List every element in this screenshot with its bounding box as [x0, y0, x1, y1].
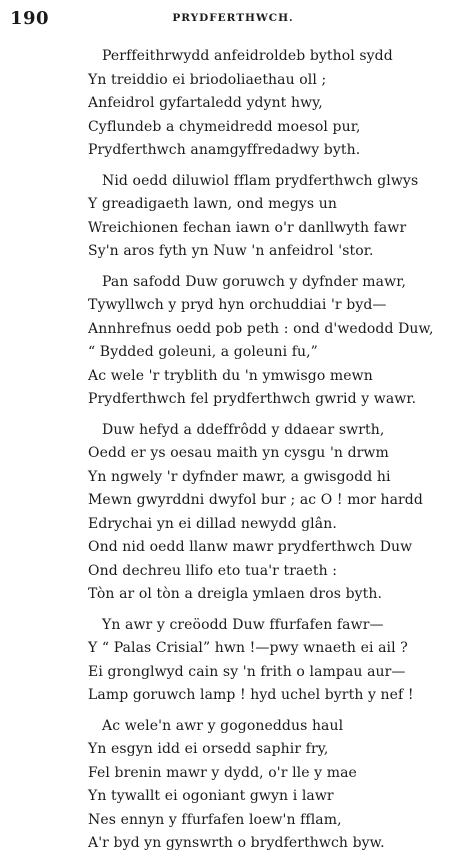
poem-line: Cyflundeb a chymeidredd moesol pur, [88, 118, 361, 135]
poem-line: Tòn ar ol tòn a dreigla ymlaen dros byth. [88, 586, 383, 602]
poem-line: Mewn gwyrddni dwyfol bur ; ac O ! mor hardd [88, 492, 423, 508]
stanza-first-line: Nid oedd diluwiol fflam prydferthwch glwys [102, 172, 419, 189]
poem-line: Tywyllwch y pryd hyn orchuddiai 'r byd— [88, 297, 387, 313]
poem-line: Lamp goruwch lamp ! hyd uchel byrth y nef ! [88, 687, 414, 703]
stanza [88, 715, 448, 856]
poem-line: A'r byd yn gynswrth o brydferthwch byw. [88, 835, 385, 851]
poem-line: Oedd er ys oesau maith yn cysgu 'n drwm [88, 445, 389, 461]
stanza [88, 170, 448, 264]
poem-line: Ond dechreu llifo eto tua'r traeth : [88, 562, 338, 579]
poem [88, 45, 448, 863]
poem-line: Fel brenin mawr y dydd, o'r lle y mae [88, 764, 357, 781]
poem-line: Ond nid oedd llanw mawr prydferthwch Duw [88, 539, 413, 555]
poem-line: “ Bydded goleuni, a goleuni fu,” [88, 344, 318, 360]
stanza-first-line: Duw hefyd a ddeffrôdd y ddaear swrth, [102, 421, 385, 438]
stanza [88, 271, 448, 412]
stanza-first-line: Ac wele'n awr y gogoneddus haul [102, 717, 344, 734]
poem-line: Edrychai yn ei dillad newydd glân. [88, 515, 337, 532]
stanza [88, 419, 448, 607]
poem-line: Yn treiddio ei briodoliaethau oll ; [88, 71, 327, 88]
poem-line: Ac wele 'r tryblith du 'n ymwisgo mewn [88, 367, 373, 384]
poem-line: Y greadigaeth lawn, ond megys un [88, 196, 337, 212]
poem-line: Ei gronglwyd cain sy 'n frith o lampau aur— [88, 663, 406, 680]
running-title: PRYDFERTHWCH. [172, 12, 294, 24]
poem-line: Y “ Palas Crisial” hwn !—pwy wnaeth ei ail ? [88, 640, 408, 656]
stanza [88, 614, 448, 708]
stanza-first-line: Perffeithrwydd anfeidroldeb bythol sydd [102, 48, 393, 64]
stanza [88, 45, 448, 163]
stanza-first-line: Pan safodd Duw goruwch y dyfnder mawr, [102, 273, 407, 290]
poem-line: Yn esgyn idd ei orsedd saphir fry, [88, 741, 329, 757]
stanza-first-line: Yn awr y creöodd Duw ffurfafen fawr— [102, 616, 384, 633]
poem-line: Yn tywallt ei ogoniant gwyn i lawr [88, 788, 334, 804]
poem-line: Prydferthwch anamgyffredadwy byth. [88, 142, 361, 158]
poem-line: Annhrefnus oedd pob peth : ond d'wedodd Duw, [88, 320, 434, 337]
poem-line: Nes ennyn y ffurfafen loew'n fflam, [88, 811, 342, 828]
poem-line: Sy'n aros fyth yn Nuw 'n anfeidrol 'stor. [88, 243, 374, 259]
poem-line: Wreichionen fechan iawn o'r danllwyth fawr [88, 219, 407, 236]
poem-line: Anfeidrol gyfartaledd ydynt hwy, [88, 95, 323, 111]
poem-line: Prydferthwch fel prydferthwch gwrid y wawr. [88, 391, 417, 407]
poem-line: Yn ngwely 'r dyfnder mawr, a gwisgodd hi [88, 468, 391, 485]
page-number: 190 [10, 8, 50, 29]
